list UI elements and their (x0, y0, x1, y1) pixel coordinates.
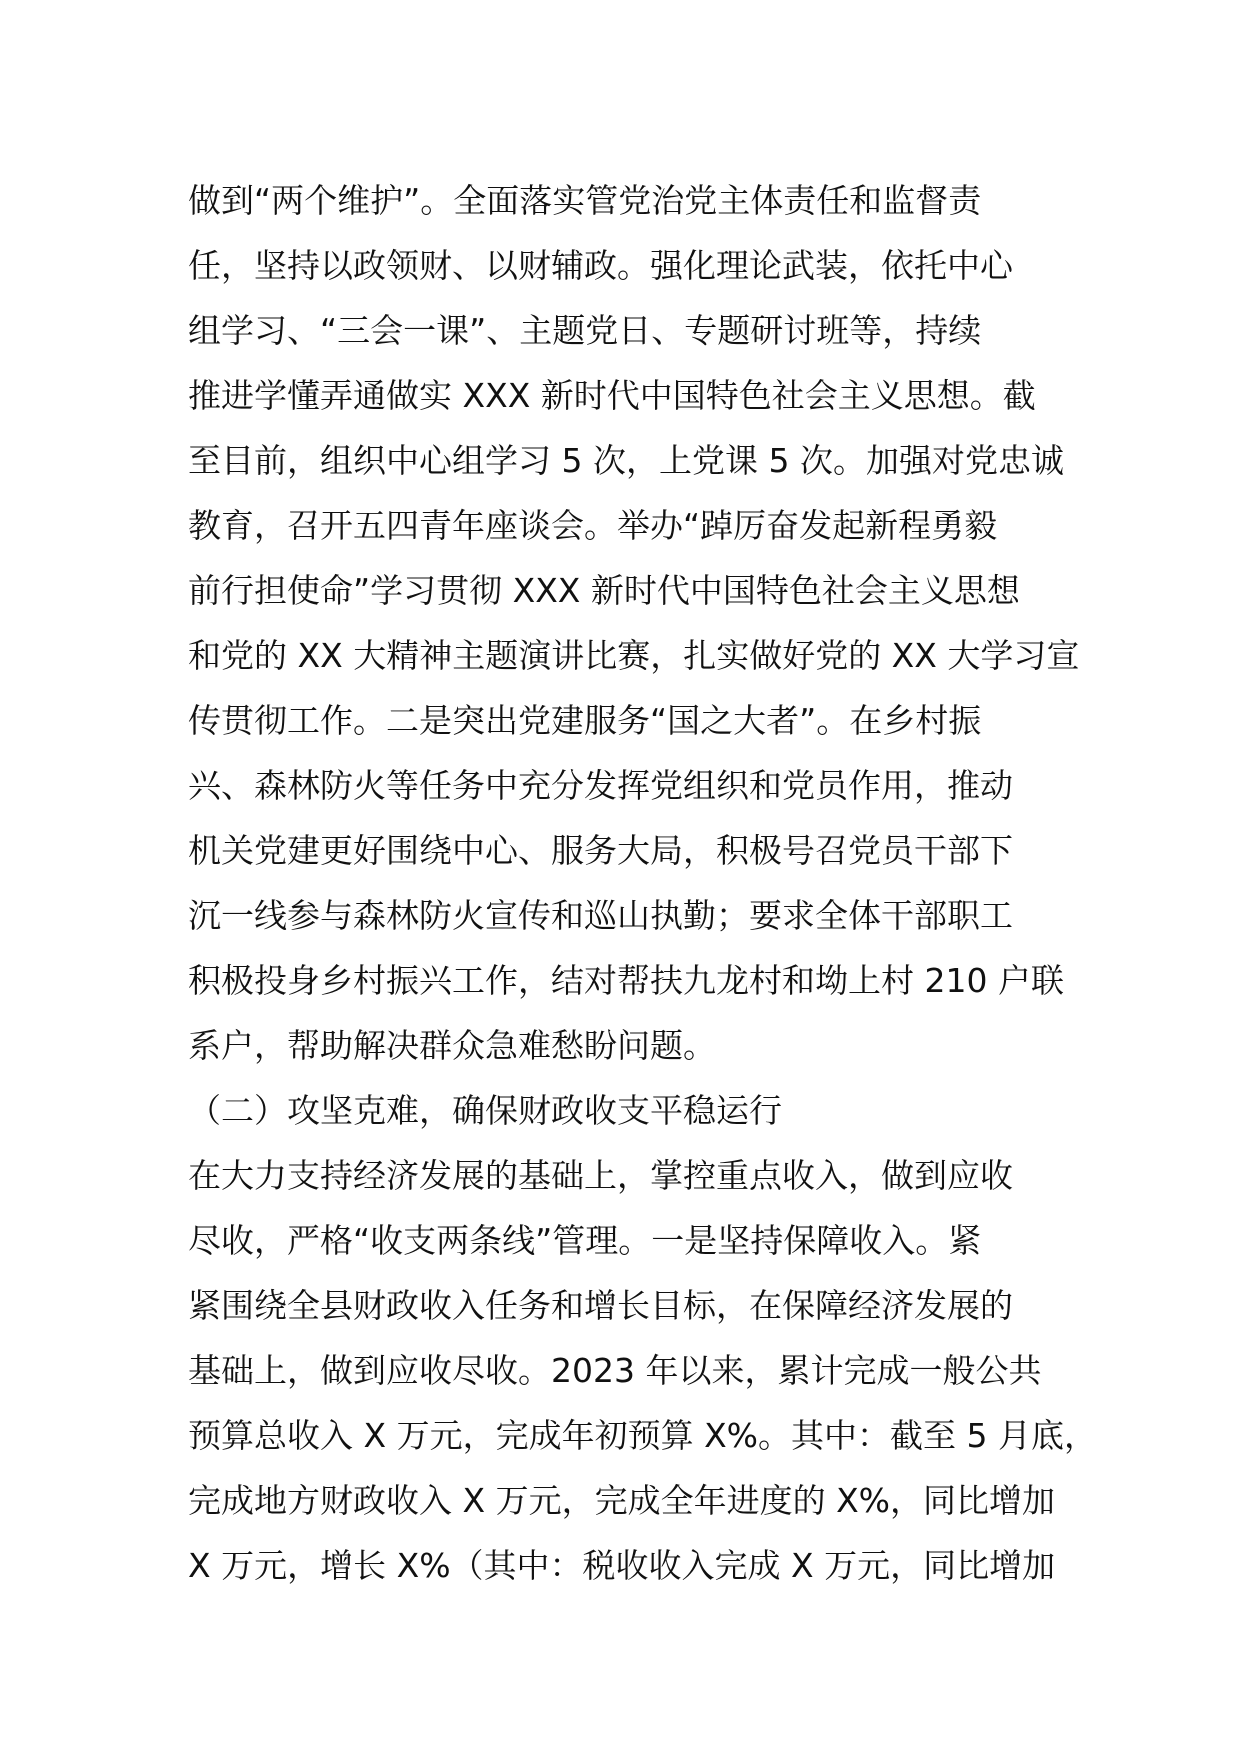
section-heading: （二）攻坚克难，确保财政收支平稳运行 (188, 1091, 782, 1130)
text-line: 机关党建更好围绕中心、服务大局，积极号召党员干部下 (188, 831, 1013, 870)
text-line: 系户，帮助解决群众急难愁盼问题。 (188, 1026, 716, 1065)
text-line: 兴、森林防火等任务中充分发挥党组织和党员作用，推动 (188, 766, 1013, 805)
text-line: 基础上，做到应收尽收。2023 年以来，累计完成一般公共 (188, 1351, 1042, 1390)
text-line: 教育，召开五四青年座谈会。举办“踔厉奋发起新程勇毅 (188, 506, 998, 545)
body-text (188, 168, 1098, 1598)
text-line: X 万元，增长 X%（其中：税收收入完成 X 万元，同比增加 (188, 1546, 1056, 1585)
text-line: 至目前，组织中心组学习 5 次，上党课 5 次。加强对党忠诚 (188, 441, 1064, 480)
text-line: 前行担使命”学习贯彻 XXX 新时代中国特色社会主义思想 (188, 571, 1020, 610)
text-line: 传贯彻工作。二是突出党建服务“国之大者”。在乡村振 (188, 701, 982, 740)
text-line: 完成地方财政收入 X 万元，完成全年进度的 X%，同比增加 (188, 1481, 1056, 1520)
text-line: 任，坚持以政领财、以财辅政。强化理论武装，依托中心 (188, 246, 1013, 285)
text-line: 组学习、“三会一课”、主题党日、专题研讨班等，持续 (188, 311, 982, 350)
text-line: 积极投身乡村振兴工作，结对帮扶九龙村和坳上村 210 户联 (188, 961, 1064, 1000)
text-line: 在大力支持经济发展的基础上，掌控重点收入，做到应收 (188, 1156, 1013, 1195)
text-line: 做到“两个维护”。全面落实管党治党主体责任和监督责 (188, 181, 982, 220)
text-line: 尽收，严格“收支两条线”管理。一是坚持保障收入。紧 (188, 1221, 982, 1260)
text-line: 推进学懂弄通做实 XXX 新时代中国特色社会主义思想。截 (188, 376, 1036, 415)
text-line: 预算总收入 X 万元，完成年初预算 X%。其中：截至 5 月底， (188, 1416, 1098, 1455)
text-line: 沉一线参与森林防火宣传和巡山执勤；要求全体干部职工 (188, 896, 1013, 935)
text-line: 紧围绕全县财政收入任务和增长目标，在保障经济发展的 (188, 1286, 1013, 1325)
text-line: 和党的 XX 大精神主题演讲比赛，扎实做好党的 XX 大学习宣 (188, 636, 1080, 675)
